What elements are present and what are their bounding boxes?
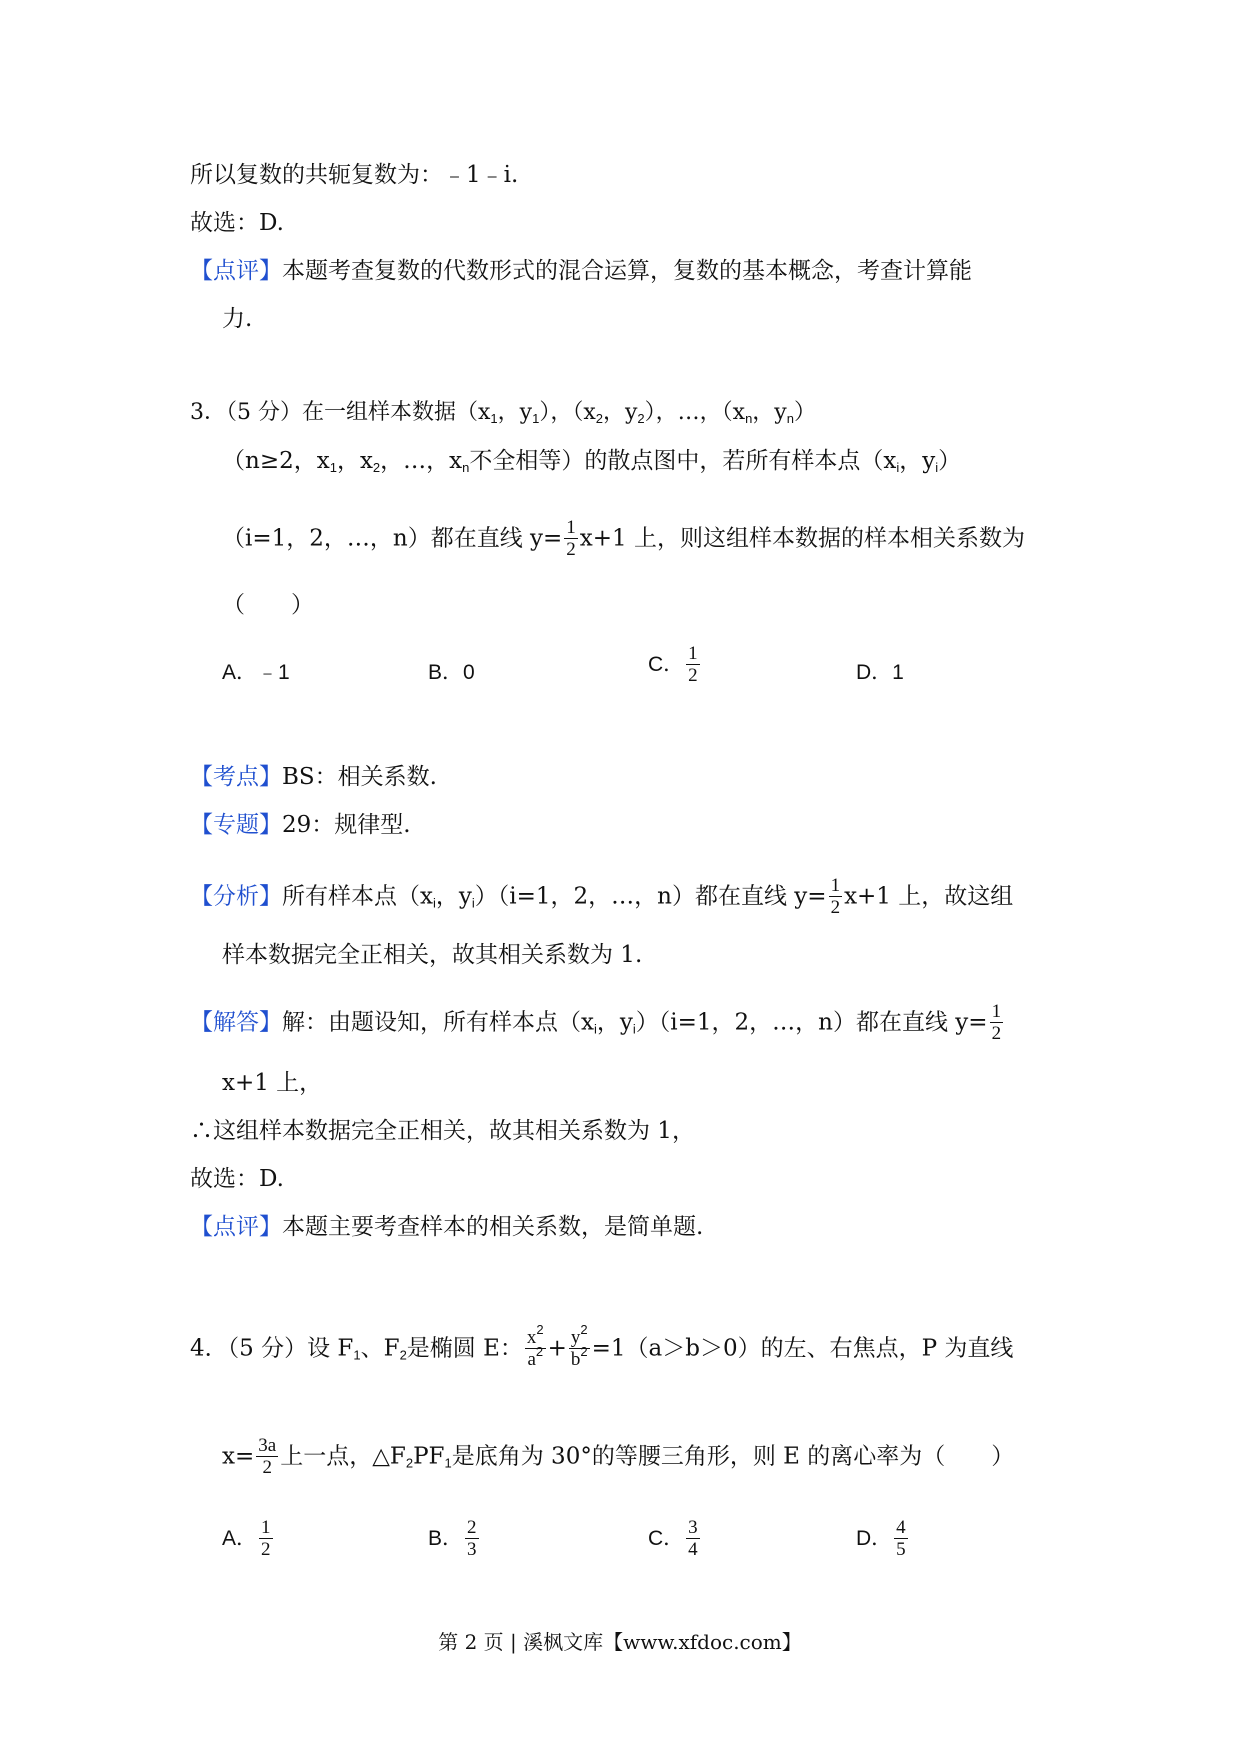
q3-option-d: D．1 <box>856 661 904 684</box>
q3-zhuanti: 【专题】29：规律型. <box>190 812 411 838</box>
q4-option-d: D． $\frac{4}{5}$ <box>856 1517 906 1560</box>
q3-stem-line2: （n≥2，$x_1$，$x_2$，…，$x_n$不全相等）的散点图中，若所有样本点（$x_i$，$y_i$） <box>222 448 962 475</box>
fraction-one-half: $\frac{1}{2}$ <box>991 1001 1002 1044</box>
q3-answer-paren: （ ） <box>222 592 314 618</box>
q3-option-c: C． $\frac{1}{2}$ <box>648 643 698 686</box>
q3-jieda: 【解答】解：由题设知，所有样本点（$x_i$，$y_i)(i=1$，2，…，n）都在直线 y= $\frac{1}{2}$ <box>190 1001 1002 1044</box>
q3-fenxi: 【分析】所有样本点（$x_i$，$y_i)(i=1$，2，…，n）都在直线 y= $\frac{1}{2}$ x+1 上，故这组 <box>190 875 1014 918</box>
q3-jieda-cont: x+1 上， <box>222 1070 323 1096</box>
fraction-x-squared-over-a-squared: $\frac{x^2}{a^2}$ <box>526 1322 544 1370</box>
page-footer: 第 2 页 | 溪枫文库【www.xfdoc.com】 <box>438 1630 802 1654</box>
fraction-four-fifths: $\frac{4}{5}$ <box>896 1517 906 1560</box>
q3-kaodian: 【考点】BS：相关系数. <box>190 764 437 790</box>
site-url[interactable]: 【www.xfdoc.com】 <box>603 1630 802 1654</box>
q3-answer: 故选：D. <box>190 1166 284 1192</box>
q3-option-a: A．﹣1 <box>222 661 290 684</box>
q4-option-b: B． $\frac{2}{3}$ <box>428 1517 477 1560</box>
q4-stem-line1: 4．（5 分）设 $F_1$、$F_2$是椭圆 E： $\frac{x^2}{a^2}$ + $\frac{y^2}{b^2}$ =1（a＞b＞0）的左、右焦点，P 为直线 <box>190 1322 1014 1370</box>
q3-stem-line1: 3．（5 分）在一组样本数据（$x_1$，$y_1$），（$x_2$，$y_2$），…，（$x_n$，$y_n$） <box>190 400 816 426</box>
fraction-one-half: $\frac{1}{2}$ <box>830 875 841 918</box>
q3-fenxi-cont: 样本数据完全正相关，故其相关系数为 1. <box>222 942 643 968</box>
fraction-one-half: $\frac{1}{2}$ <box>261 1517 271 1560</box>
review-cont-q2: 力. <box>222 306 253 332</box>
q4-option-c: C． $\frac{3}{4}$ <box>648 1517 698 1560</box>
review-tag: 【点评】 <box>190 258 282 284</box>
fraction-two-thirds: $\frac{2}{3}$ <box>467 1517 477 1560</box>
conjugate-line: 所以复数的共轭复数为：﹣1﹣i. <box>190 162 519 188</box>
fraction-one-half: $\frac{1}{2}$ <box>688 643 698 686</box>
q3-stem-line3: （i=1，2，…，n）都在直线 y= $\frac{1}{2}$ x+1 上，则这组样本数据的样本相关系数为 <box>222 517 1025 560</box>
fraction-y-squared-over-b-squared: $\frac{y^2}{b^2}$ <box>570 1322 588 1370</box>
site-name: 溪枫文库 <box>523 1630 604 1654</box>
answer-line-q2: 故选：D. <box>190 210 284 236</box>
q3-review: 【点评】本题主要考查样本的相关系数，是简单题. <box>190 1214 704 1240</box>
fraction-3a-over-2: $\frac{3a}{2}$ <box>258 1435 277 1478</box>
q3-option-b: B．0 <box>428 661 475 684</box>
q4-option-a: A． $\frac{1}{2}$ <box>222 1517 271 1560</box>
page-number: 第 2 页 <box>438 1630 504 1654</box>
fraction-three-quarters: $\frac{3}{4}$ <box>688 1517 698 1560</box>
q4-stem-line2: x= $\frac{3a}{2}$ 上一点，$\triangle F_2PF_1$是底角为 30°的等腰三角形，则 E 的离心率为（ ） <box>222 1435 1015 1478</box>
fraction-one-half: $\frac{1}{2}$ <box>566 517 576 560</box>
review-line-q2: 【点评】本题考查复数的代数形式的混合运算，复数的基本概念，考查计算能 <box>190 258 972 284</box>
q3-therefore: ∴这组样本数据完全正相关，故其相关系数为 1， <box>190 1118 695 1144</box>
